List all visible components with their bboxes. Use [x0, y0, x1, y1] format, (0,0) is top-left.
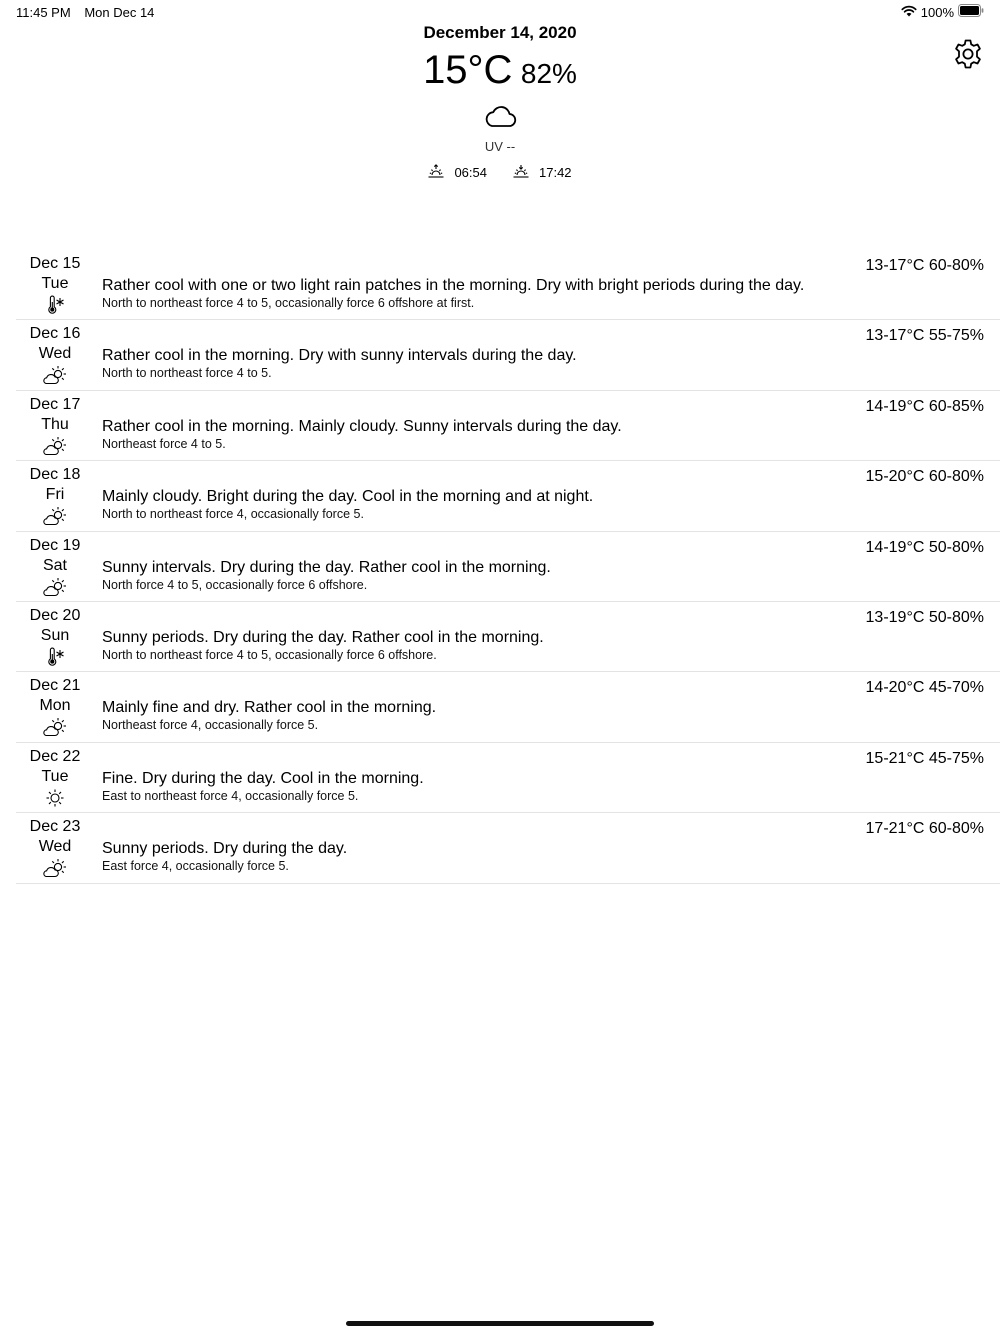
cold-thermometer-icon	[16, 294, 94, 316]
forecast-day	[16, 606, 94, 668]
status-bar	[0, 0, 1000, 24]
cloud-icon	[0, 98, 1000, 134]
forecast-range: 14-20°C 45-70%	[865, 679, 984, 697]
gear-icon[interactable]	[952, 38, 984, 70]
current-humidity: 82%	[520, 58, 577, 89]
forecast-summary: Rather cool in the morning. Dry with sunny intervals during the day.	[102, 347, 577, 365]
home-indicator[interactable]	[346, 1321, 654, 1326]
forecast-date: Dec 18	[29, 466, 81, 484]
forecast-weekday: Tue	[41, 767, 69, 785]
forecast-row[interactable]	[16, 391, 1000, 461]
sunset-time: 17:42	[539, 164, 572, 180]
forecast-date: Dec 15	[29, 255, 81, 272]
forecast-weekday: Thu	[41, 415, 69, 433]
status-time: 11:45 PM	[16, 5, 71, 20]
forecast-range: 17-21°C 60-80%	[865, 820, 984, 838]
sun-cloud-icon	[16, 857, 94, 879]
forecast-weekday: Wed	[38, 345, 72, 363]
forecast-row[interactable]	[16, 672, 1000, 742]
forecast-wind: East force 4, occasionally force 5.	[102, 859, 289, 874]
forecast-day	[16, 324, 94, 386]
sunrise-icon	[428, 164, 444, 181]
forecast-weekday: Sat	[42, 556, 67, 574]
forecast-range: 14-19°C 60-85%	[865, 397, 984, 415]
forecast-list[interactable]	[16, 250, 1000, 884]
forecast-row[interactable]	[16, 602, 1000, 672]
forecast-summary: Sunny intervals. Dry during the day. Rather cool in the morning.	[102, 558, 551, 576]
forecast-wind: East to northeast force 4, occasionally force 5.	[102, 788, 359, 803]
forecast-wind: Northeast force 4 to 5.	[102, 436, 226, 451]
forecast-range: 13-17°C 60-80%	[865, 257, 984, 274]
forecast-wind: Northeast force 4, occasionally force 5.	[102, 718, 319, 733]
forecast-range: 14-19°C 50-80%	[865, 538, 984, 556]
forecast-row[interactable]	[16, 461, 1000, 531]
forecast-weekday: Tue	[41, 275, 69, 292]
forecast-summary: Sunny periods. Dry during the day.	[102, 840, 348, 858]
forecast-row[interactable]	[16, 250, 1000, 320]
forecast-date: Dec 20	[29, 606, 81, 624]
status-bar-left	[16, 5, 154, 20]
sun-cloud-icon	[16, 435, 94, 457]
current-conditions	[0, 22, 1000, 182]
forecast-summary: Fine. Dry during the day. Cool in the morning.	[102, 769, 424, 787]
sun-cloud-icon	[16, 505, 94, 527]
forecast-row[interactable]	[16, 813, 1000, 883]
forecast-day	[16, 395, 94, 457]
current-temp-humidity	[0, 46, 1000, 94]
forecast-day	[16, 254, 94, 316]
uv-index: UV --	[484, 139, 516, 154]
sunset-icon	[513, 164, 529, 181]
forecast-weekday: Fri	[45, 486, 65, 504]
forecast-summary: Rather cool with one or two light rain patches in the morning. Dry with bright periods during the day.	[102, 277, 805, 294]
forecast-wind: North to northeast force 4, occasionally force 5.	[102, 507, 364, 522]
forecast-wind: North to northeast force 4 to 5, occasionally force 6 offshore.	[102, 647, 437, 662]
battery-percent: 100%	[920, 4, 954, 20]
forecast-day	[16, 747, 94, 809]
cold-thermometer-icon	[16, 646, 94, 668]
forecast-row[interactable]	[16, 320, 1000, 390]
forecast-date: Dec 21	[29, 677, 81, 695]
forecast-day	[16, 676, 94, 738]
forecast-date: Dec 19	[29, 536, 81, 554]
forecast-range: 15-21°C 45-75%	[865, 749, 984, 767]
forecast-range: 13-19°C 50-80%	[865, 608, 984, 626]
forecast-weekday: Sun	[40, 626, 70, 644]
forecast-range: 15-20°C 60-80%	[865, 468, 984, 486]
sun-times	[0, 162, 1000, 182]
forecast-range: 13-17°C 55-75%	[865, 327, 984, 345]
forecast-wind: North force 4 to 5, occasionally force 6 offshore.	[102, 577, 368, 592]
sun-icon	[16, 787, 94, 809]
forecast-day	[16, 817, 94, 879]
forecast-weekday: Wed	[38, 838, 72, 856]
status-date: Mon Dec 14	[84, 5, 155, 20]
forecast-summary: Sunny periods. Dry during the day. Rather cool in the morning.	[102, 628, 544, 646]
sun-cloud-icon	[16, 716, 94, 738]
status-bar-right	[901, 4, 984, 20]
forecast-row[interactable]	[16, 743, 1000, 813]
forecast-summary: Rather cool in the morning. Mainly cloudy. Sunny intervals during the day.	[102, 417, 622, 435]
forecast-date: Dec 16	[29, 325, 81, 343]
forecast-summary: Mainly fine and dry. Rather cool in the morning.	[102, 699, 437, 717]
forecast-day	[16, 536, 94, 598]
current-date: December 14, 2020	[423, 23, 577, 42]
forecast-wind: North to northeast force 4 to 5, occasionally force 6 offshore at first.	[102, 296, 475, 310]
forecast-date: Dec 17	[29, 395, 81, 413]
forecast-day	[16, 465, 94, 527]
forecast-wind: North to northeast force 4 to 5.	[102, 366, 272, 381]
sun-cloud-icon	[16, 576, 94, 598]
sun-cloud-icon	[16, 364, 94, 386]
sunrise-time: 06:54	[454, 164, 487, 180]
forecast-date: Dec 22	[29, 747, 81, 765]
forecast-summary: Mainly cloudy. Bright during the day. Cool in the morning and at night.	[102, 488, 594, 506]
forecast-weekday: Mon	[39, 697, 71, 715]
forecast-row[interactable]	[16, 532, 1000, 602]
battery-icon	[958, 4, 984, 20]
forecast-date: Dec 23	[29, 818, 81, 836]
current-temperature: 15°C	[423, 48, 513, 92]
wifi-icon	[901, 5, 917, 20]
